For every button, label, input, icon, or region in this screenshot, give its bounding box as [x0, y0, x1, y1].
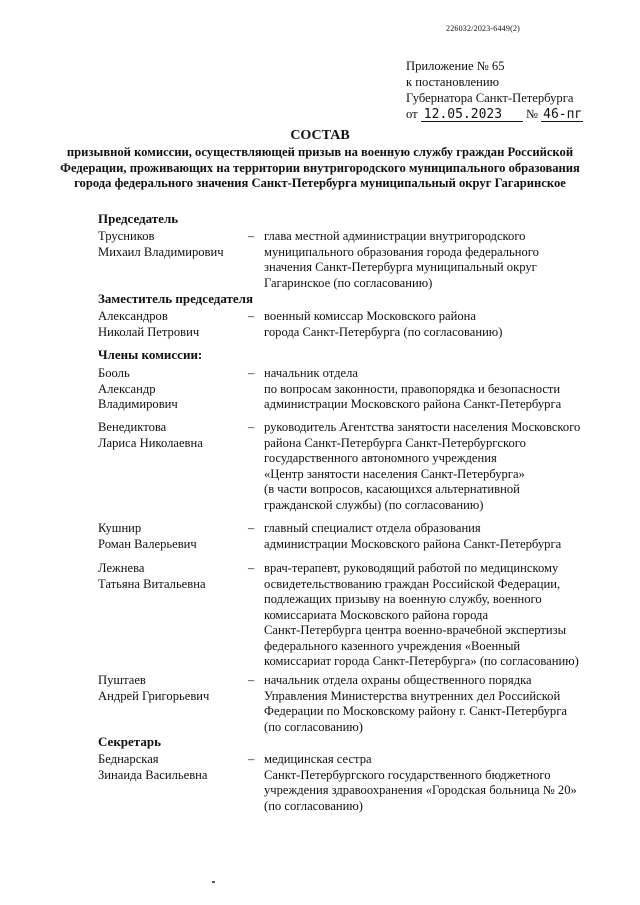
dash-separator: – [248, 521, 255, 535]
member-position: начальник отдела по вопросам законности, правопорядка и безопасности администрации Московского района Санкт-Петербурга [264, 366, 562, 411]
member-name: Беднарская Зинаида Васильевна [98, 752, 208, 782]
member-position: врач-терапевт, руководящий работой по медицинскому освидетельствованию граждан Российской Федерации, подлежащих призыву на военную службу, военного комиссариата Московского района города Санкт-Петербурга центра военно-врачебной экспертизы федерального казенного учреждения «Военный комиссариат города Санкт-Петербурга» (по согласованию) [264, 561, 579, 668]
scan-mark [212, 881, 215, 883]
annex-line-3: Губернатора Санкт-Петербурга [406, 91, 574, 105]
annex-line-2: к постановлению [406, 75, 500, 89]
member-name: Бооль Александр Владимирович [98, 366, 178, 411]
document-number: 226032/2023-6449(2) [446, 24, 521, 33]
section-members: Члены комиссии: [98, 347, 203, 362]
decree-number: 46-пг [543, 107, 583, 122]
member-name: Александров Николай Петрович [98, 309, 200, 339]
member-name: Пуштаев Андрей Григорьевич [98, 673, 210, 703]
section-deputy: Заместитель председателя [98, 291, 254, 306]
member-position: медицинская сестра Санкт-Петербургского государственного бюджетного учреждения здравоохранения «Городская больница № 20» (по согласованию) [264, 752, 577, 813]
member-name: Лежнева Татьяна Витальевна [98, 561, 206, 591]
dash-separator: – [248, 309, 255, 323]
dash-separator: – [248, 673, 255, 687]
document-subtitle: призывной комиссии, осуществляющей призыв на военную службу граждан Российской Федерации, проживающих на территории внутригородского муниципального образования города федерального значения Санкт-Петербурга муниципальный округ Гагаринское [60, 145, 580, 190]
member-name: Трусников Михаил Владимирович [98, 229, 224, 259]
member-position: главный специалист отдела образования администрации Московского района Санкт-Петербурга [264, 521, 562, 551]
member-name: Кушнир Роман Валерьевич [98, 521, 197, 551]
section-secretary: Секретарь [98, 734, 161, 749]
dash-separator: – [248, 366, 255, 380]
dash-separator: – [248, 561, 255, 575]
decree-date: 12.05.2023 [421, 108, 523, 122]
member-position: начальник отдела охраны общественного порядка Управления Министерства внутренних дел Российской Федерации по Московскому району г. Санкт-Петербурга (по согласованию) [264, 673, 567, 734]
member-position: глава местной администрации внутригородского муниципального образования города федерального значения Санкт-Петербурга муниципальный округ Гагаринское (по согласованию) [264, 229, 539, 290]
annex-date-line [406, 106, 583, 122]
member-name: Венедиктова Лариса Николаевна [98, 420, 203, 450]
date-prefix: от [406, 107, 418, 121]
annex-line-1: Приложение № 65 [406, 59, 505, 73]
dash-separator: – [248, 420, 255, 434]
member-position: руководитель Агентства занятости населения Московского района Санкт-Петербурга Санкт-Петербургского государственного автономного учреждения «Центр занятости населения Санкт-Петербурга» (в части вопросов, касающихся альтернативной гражданской службы) (по согласованию) [264, 420, 581, 512]
document-title: СОСТАВ [290, 128, 350, 143]
annex-block [406, 58, 583, 122]
member-position: военный комиссар Московского района города Санкт-Петербурга (по согласованию) [264, 309, 503, 339]
number-prefix: № [525, 107, 538, 121]
dash-separator: – [248, 752, 255, 766]
section-chair: Председатель [98, 211, 179, 226]
dash-separator: – [248, 229, 255, 243]
